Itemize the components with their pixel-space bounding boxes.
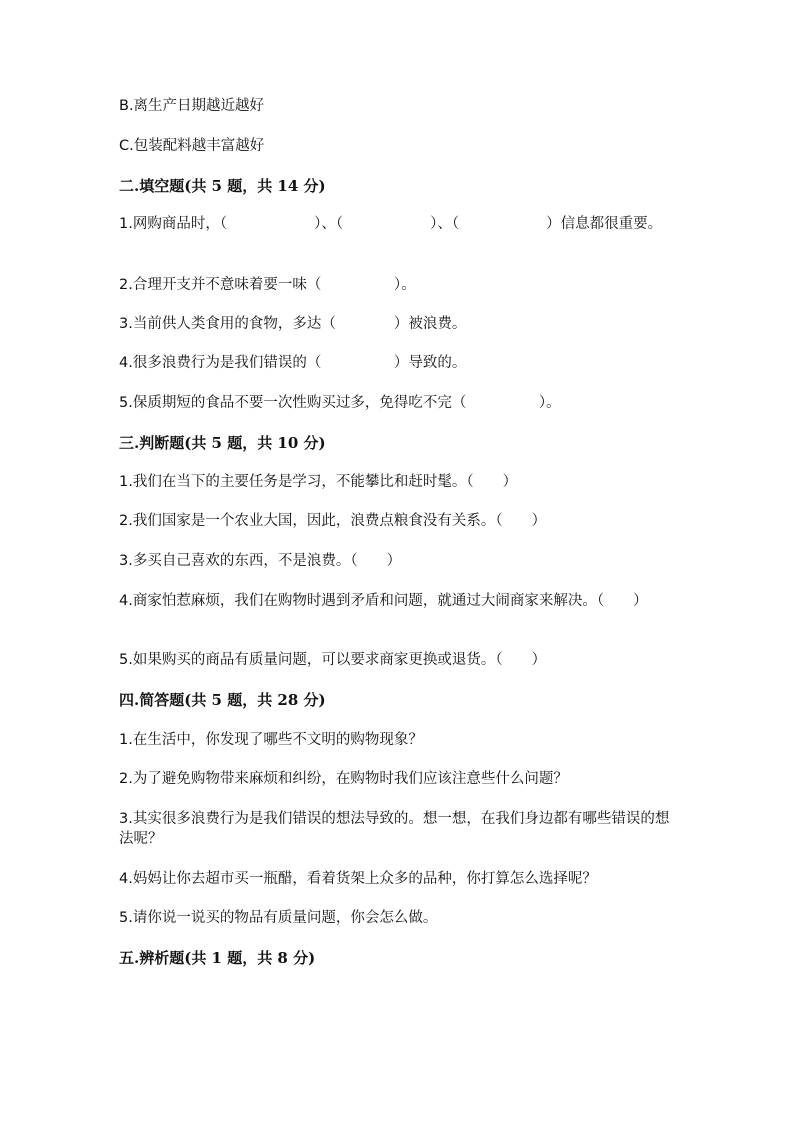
- option-b: B.离生产日期越近越好: [119, 98, 265, 114]
- judge-question-4: 4.商家怕惹麻烦，我们在购物时遇到矛盾和问题，就通过大闹商家来解决。（ ）: [119, 593, 648, 609]
- section-heading-fill-in: 二.填空题(共 5 题，共 14 分): [119, 177, 326, 195]
- judge-question-1: 1.我们在当下的主要任务是学习，不能攀比和赶时髦。（ ）: [119, 474, 518, 490]
- short-answer-question-4: 4.妈妈让你去超市买一瓶醋，看着货架上众多的品种，你打算怎么选择呢？: [119, 871, 597, 887]
- fill-in-question-2: 2.合理开支并不意味着要一味（ ）。: [119, 277, 416, 293]
- section-heading-short-answer: 四.简答题(共 5 题，共 28 分): [119, 691, 326, 709]
- fill-in-question-5: 5.保质期短的食品不要一次性购买过多，免得吃不完（ ）。: [119, 395, 561, 411]
- short-answer-question-5: 5.请你说一说买的物品有质量问题，你会怎么做。: [119, 910, 438, 926]
- section-heading-judge: 三.判断题(共 5 题，共 10 分): [119, 434, 326, 452]
- judge-question-5: 5.如果购买的商品有质量问题，可以要求商家更换或退货。（ ）: [119, 652, 547, 668]
- short-answer-question-2: 2.为了避免购物带来麻烦和纠纷，在购物时我们应该注意些什么问题？: [119, 771, 568, 787]
- fill-in-question-4: 4.很多浪费行为是我们错误的（ ）导致的。: [119, 355, 467, 371]
- option-c: C.包装配料越丰富越好: [119, 138, 265, 154]
- fill-in-question-1: 1.网购商品时，（ ）、（ ）、（ ）信息都很重要。: [119, 216, 663, 232]
- section-heading-analysis: 五.辨析题(共 1 题，共 8 分): [119, 949, 316, 967]
- judge-question-3: 3.多买自己喜欢的东西，不是浪费。（ ）: [119, 553, 402, 569]
- short-answer-question-3: 3.其实很多浪费行为是我们错误的想法导致的。想一想，在我们身边都有哪些错误的想法呢？: [119, 811, 670, 847]
- short-answer-question-1: 1.在生活中，你发现了哪些不文明的购物现象？: [119, 732, 423, 748]
- fill-in-question-3: 3.当前供人类食用的食物，多达（ ）被浪费。: [119, 316, 467, 332]
- judge-question-2: 2.我们国家是一个农业大国，因此，浪费点粮食没有关系。（ ）: [119, 513, 547, 529]
